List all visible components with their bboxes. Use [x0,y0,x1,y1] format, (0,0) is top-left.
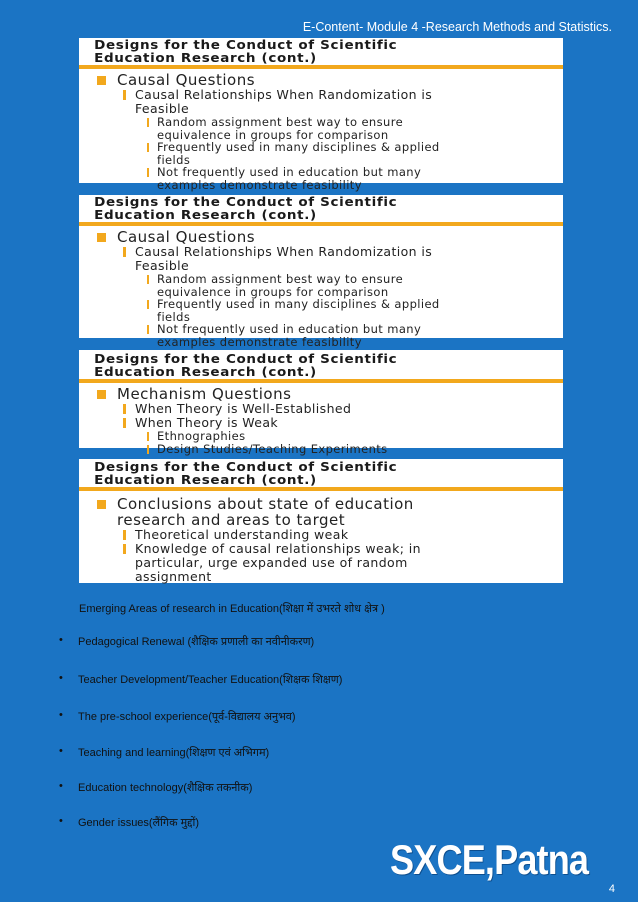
bullet-dot-icon: • [59,780,63,792]
bullet-text: Ethnographies [157,429,246,443]
list-item [59,709,296,724]
bullet-level3 [79,166,563,191]
bullet-text: Not frequently used in education but many [157,322,422,336]
bullet-dot-icon: • [59,815,63,827]
list-item-text: Teacher Development/Teacher Education(शिक्षक शिक्षण) [78,674,343,686]
emerging-areas-heading: Emerging Areas of research in Education(शिक्षा में उभरते शोध क्षेत्र ) [79,603,385,615]
bullet-level2 [79,88,563,116]
bar-bullet-icon [123,90,126,100]
slide-title-line1: Designs for the Conduct of Scientific [94,194,398,209]
bullet-text-cont: examples demonstrate feasibility [157,177,362,192]
bullet-text: Theoretical understanding weak [135,527,349,542]
bullet-text: Random assignment best way to ensure [157,115,404,129]
bar-bullet-icon [147,432,149,441]
bullet-dot-icon: • [59,634,63,646]
bar-bullet-icon [147,445,149,454]
bullet-text: Design Studies/Teaching Experiments [157,441,388,456]
list-item [59,815,199,830]
bullet-level3 [79,116,563,141]
bar-bullet-icon [147,168,149,177]
bullet-text: Random assignment best way to ensure [157,272,404,286]
bar-bullet-icon [147,325,149,334]
bullet-level3 [79,323,563,348]
bullet-text: Knowledge of causal relationships weak; in [135,541,421,556]
slide-title-line2: Education Research (cont.) [94,207,317,222]
divider [79,65,563,69]
bullet-level2 [79,402,563,416]
bullet-text: Causal Relationships When Randomization is [135,87,433,102]
bar-bullet-icon [123,418,126,428]
bullet-text: Not frequently used in education but many [157,165,422,179]
bullet-text-cont: assignment [135,569,212,584]
bullet-text-cont: fields [157,309,191,324]
bullet-text-cont: research and areas to target [117,511,346,529]
slide-title-line1: Designs for the Conduct of Scientific [94,37,398,52]
bullet-text-cont: equivalence in groups for comparison [157,127,389,142]
divider [79,379,563,383]
list-item-text: Pedagogical Renewal (शैक्षिक प्रणाली का नवीनीकरण) [78,636,315,648]
slide-title-line1: Designs for the Conduct of Scientific [94,351,398,366]
bullet-text-cont: Feasible [135,258,190,273]
divider [79,487,563,491]
bullet-level2 [79,416,563,430]
bar-bullet-icon [123,247,126,257]
bullet-level2 [79,542,563,584]
slide-title-line2: Education Research (cont.) [94,472,317,487]
bullet-text: Causal Questions [117,228,256,246]
square-bullet-icon [97,390,106,399]
slide-title-line2: Education Research (cont.) [94,50,317,65]
bullet-level1 [79,496,563,528]
square-bullet-icon [97,233,106,242]
bullet-dot-icon: • [59,709,63,721]
bullet-text: Causal Relationships When Randomization is [135,244,433,259]
square-bullet-icon [97,500,106,509]
bullet-dot-icon: • [59,672,63,684]
slide-image-2 [79,194,563,349]
slide-image-1 [79,37,563,192]
list-item-text: Education technology(शैक्षिक तकनीक) [78,782,253,794]
list-item [59,672,342,687]
bullet-level3 [79,443,563,456]
bullet-text-cont: equivalence in groups for comparison [157,284,389,299]
bullet-level3 [79,141,563,166]
bar-bullet-icon [123,404,126,414]
bullet-level1 [79,229,563,245]
bar-bullet-icon [147,143,149,152]
slide-title-line1: Designs for the Conduct of Scientific [94,459,398,474]
bullet-text-cont: Feasible [135,101,190,116]
bullet-text-cont: examples demonstrate feasibility [157,334,362,349]
bullet-text-cont: particular, urge expanded use of random [135,555,408,570]
bullet-level3 [79,273,563,298]
bullet-level2 [79,245,563,273]
slide-image-3 [79,350,563,456]
bar-bullet-icon [123,544,126,554]
bullet-level1 [79,72,563,88]
list-item-text: Gender issues(लैंगिक मुद्दों) [78,817,200,829]
bullet-text: Causal Questions [117,71,256,89]
bar-bullet-icon [147,300,149,309]
slide-title-line2: Education Research (cont.) [94,364,317,379]
square-bullet-icon [97,76,106,85]
page-number: 4 [608,883,615,895]
bullet-text: When Theory is Weak [135,415,279,430]
divider [79,222,563,226]
slide-image-4 [79,459,563,583]
bullet-text-cont: fields [157,152,191,167]
bar-bullet-icon [147,275,149,284]
list-item-text: The pre-school experience(पूर्व-विद्यालय अनुभव) [78,711,296,723]
bullet-text: Mechanism Questions [117,385,292,403]
list-item [59,780,252,795]
list-item-text: Teaching and learning(शिक्षण एवं अभिगम) [78,747,270,759]
bullet-level1 [79,386,563,402]
bullet-dot-icon: • [59,745,63,757]
list-item [59,634,314,649]
bullet-text: Conclusions about state of education [117,495,414,513]
bullet-text: Frequently used in many disciplines & applied [157,297,440,311]
bar-bullet-icon [147,118,149,127]
bar-bullet-icon [123,530,126,540]
bullet-text: Frequently used in many disciplines & applied [157,140,440,154]
bullet-level3 [79,298,563,323]
header-title: E-Content- Module 4 -Research Methods and Statistics. [302,20,612,34]
brand-logo-text: SXCE,Patna [390,836,589,883]
bullet-level2 [79,528,563,542]
bullet-text: When Theory is Well-Established [135,401,352,416]
list-item [59,745,269,760]
